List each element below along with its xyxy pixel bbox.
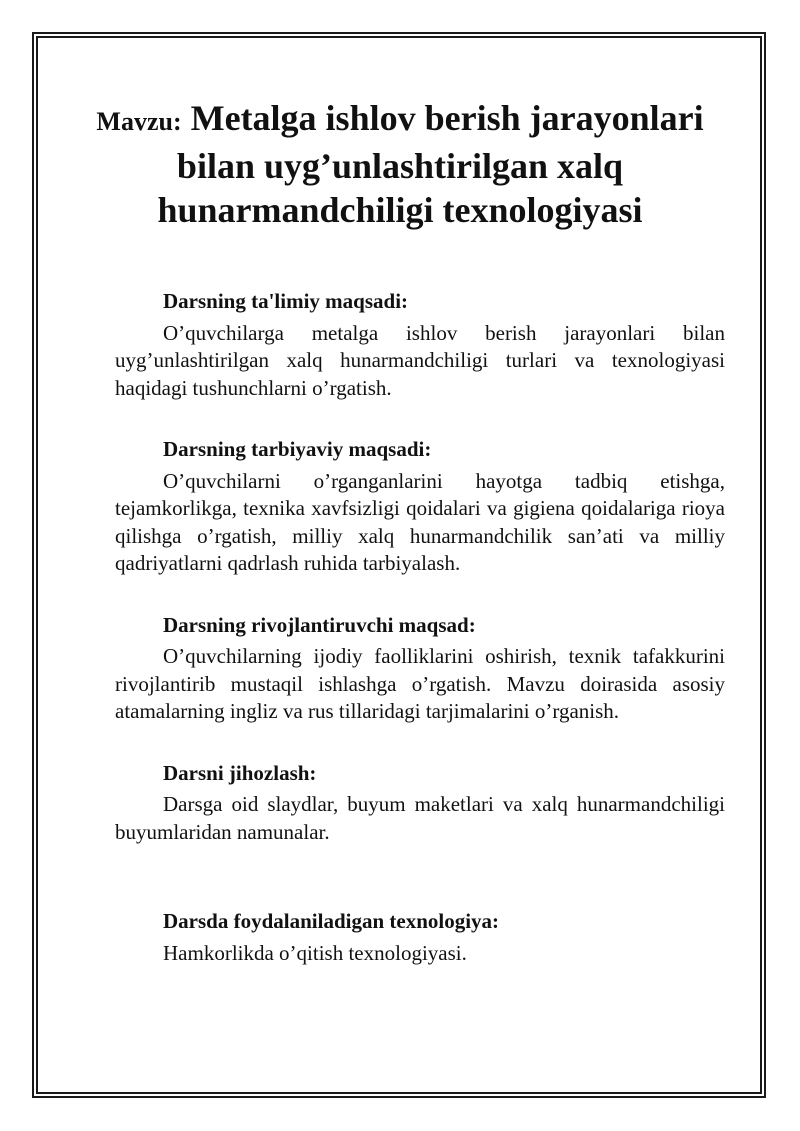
document-body: [115, 288, 725, 967]
page-title: [80, 96, 720, 232]
section-educational-goal: [115, 288, 725, 402]
title-text: Metalga ishlov berish jarayonlari bilan uyg’unlashtirilgan xalq hunarmandchiligi texnologiyasi: [157, 98, 704, 230]
section-heading: Darsda foydalaniladigan texnologiya:: [163, 909, 500, 933]
title-prefix: Mavzu:: [96, 107, 182, 136]
section-technology: [115, 908, 725, 967]
section-developmental-goal: [115, 612, 725, 726]
section-text: Hamkorlikda o’qitish texnologiyasi.: [163, 940, 467, 965]
section-heading: Darsni jihozlash:: [163, 760, 317, 785]
section-text: O’quvchilarni o’rganganlarini hayotga tadbiq etishga, tejamkorlikga, texnika xavfsizligi qoidalari va gigiena qoidalariga rioya qilishga o’rgatish, milliy xalq hunarmandchilik san’ati va milliy qadriyatlarni qadrlash ruhida tarbiyalash.: [115, 468, 725, 575]
section-text: O’quvchilarga metalga ishlov berish jarayonlari bilan uyg’unlashtirilgan xalq hunarmandchiligi turlari va texnologiyasi haqidagi tushunchlarni o’rgatish.: [115, 320, 725, 400]
section-upbringing-goal: [115, 436, 725, 578]
section-text: O’quvchilarning ijodiy faolliklarini oshirish, texnik tafakkurini rivojlantirib mustaqil ishlashga o’rgatish. Mavzu doirasida asosiy atamalarning ingliz va rus tillaridagi tarjimalarini o’rganish.: [115, 644, 725, 723]
section-heading: Darsning tarbiyaviy maqsadi:: [163, 437, 432, 461]
section-heading: Darsning ta'limiy maqsadi:: [163, 289, 409, 313]
section-text: Darsga oid slaydlar, buyum maketlari va xalq hunarmandchiligi buyumlaridan namunalar.: [115, 792, 725, 844]
section-heading: Darsning rivojlantiruvchi maqsad:: [163, 612, 476, 637]
section-equipment: [115, 760, 725, 847]
